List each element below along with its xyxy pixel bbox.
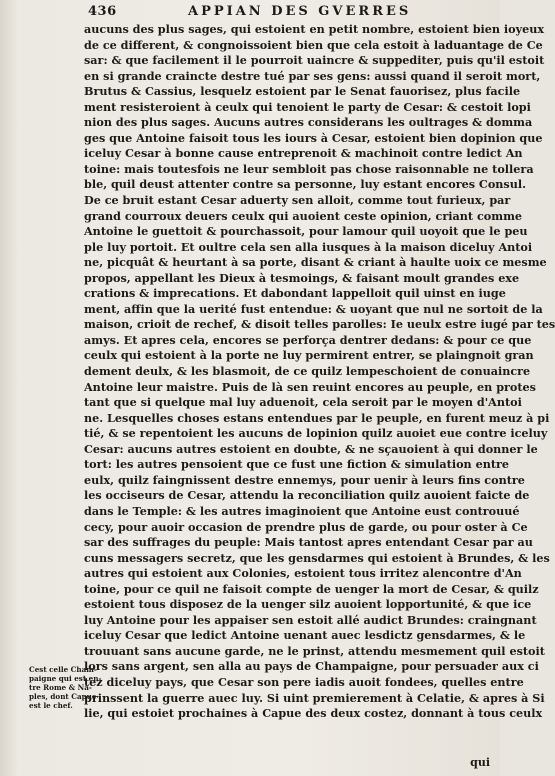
running-title: APPIAN DES GVERRES	[188, 4, 412, 19]
text-line: ple luy portoit. Et oultre cela sen alla iusques à la maison diceluy Antoi	[84, 239, 533, 254]
main-text-block	[84, 22, 555, 722]
text-line: en si grande craincte destre tué par ses gens: aussi quand il seroit mort,	[84, 68, 541, 83]
text-line: iceluy Cesar que ledict Antoine uenant auec lesdictz gensdarmes, & le	[84, 628, 526, 643]
text-line: lors sans argent, sen alla au pays de Champaigne, pour persuader aux ci	[84, 659, 539, 674]
text-line: ges que Antoine faisoit tous les iours à Cesar, estoient bien dopinion que	[84, 130, 543, 145]
text-line: maison, crioit de rechef, & disoit telles parolles: Ie ueulx estre iugé par tes	[84, 317, 555, 332]
text-line: ne. Lesquelles choses estans entendues par le peuple, en furent meuz à pi	[84, 410, 550, 425]
text-line: Antoine le guettoit & pourchassoit, pour lamour quil uoyoit que le peu	[84, 224, 528, 239]
text-line: trouuant sans aucune garde, ne le prinst, attendu mesmement quil estoit	[84, 643, 545, 658]
text-line: ble, quil deust attenter contre sa personne, luy estant encores Consul.	[84, 177, 526, 192]
text-line: dans le Temple: & les autres imaginoient que Antoine eust controuué	[84, 503, 520, 518]
text-line: ment resisteroient à ceulx qui tenoient le party de Cesar: & cestoit lopi	[84, 99, 531, 114]
text-line: les occiseurs de Cesar, attendu la reconciliation quilz auoient faicte de	[84, 488, 530, 503]
text-line: toine: mais toutesfois ne leur sembloit pas chose raisonnable ne tollera	[84, 161, 534, 176]
text-line: de ce different, & congnoissoient bien que cela estoit à laduantage de Ce	[84, 37, 543, 52]
text-line: ceulx qui estoient à la porte ne luy permirent entrer, se plaingnoit gran	[84, 348, 534, 363]
margin-note-line: est le chef.	[29, 701, 73, 710]
text-line: prinssent la guerre auec luy. Si uint premierement à Celatie, & apres à Si	[84, 690, 545, 705]
text-line: grand courroux deuers ceulx qui auoient ceste opinion, criant comme	[84, 208, 523, 223]
margin-note-line: Cest celle Cham-	[29, 665, 97, 674]
text-line: De ce bruit estant Cesar aduerty sen alloit, comme tout furieux, par	[84, 193, 511, 208]
text-line: luy Antoine pour les appaiser sen estoit allé audict Brundes: craingnant	[84, 612, 537, 627]
margin-note	[29, 665, 102, 710]
text-line: aucuns des plus sages, qui estoient en petit nombre, estoient bien ioyeux	[84, 22, 545, 36]
text-line: toine, pour ce quil ne faisoit compte de uenger la mort de Cesar, & quilz	[84, 581, 539, 596]
text-line: sar des suffrages du peuple: Mais tantost apres entendant Cesar par au	[84, 535, 533, 550]
text-line: autres qui estoient aux Colonies, estoient tous irritez alencontre d'An	[84, 566, 522, 581]
page-number: 436	[88, 4, 117, 19]
text-line: nion des plus sages. Aucuns autres considerans les oultrages & domma	[84, 115, 533, 130]
text-line: Cesar: aucuns autres estoient en doubte, & ne sçauoient à qui donner le	[84, 441, 538, 456]
catchword: qui	[470, 756, 490, 769]
text-line: estoient tous disposez de la uenger silz auoient lopportunité, & que ice	[84, 597, 532, 612]
margin-note-line: tre Rome & Na-	[29, 683, 92, 692]
text-line: ne, picquât & heurtant à sa porte, disant & criant à haulte uoix ce mesme	[84, 255, 547, 270]
text-line: eulx, quilz faingnissent destre ennemys, pour uenir à leurs fins contre	[84, 472, 525, 487]
text-line: dement deulx, & les blasmoit, de ce quilz lempeschoient de conuaincre	[84, 364, 531, 379]
text-line: ment, affin que la uerité fust entendue: & uoyant que nul ne sortoit de la	[84, 301, 543, 316]
margin-note-line: ples, dont Capue	[29, 692, 97, 701]
text-line: crations & imprecations. Et dabondant lappelloit quil uinst en iuge	[84, 286, 506, 301]
margin-note-line: paigne qui est en-	[29, 674, 102, 683]
text-line: amys. Et apres cela, encores se perforça dentrer dedans: & pour ce que	[84, 332, 532, 347]
text-line: tez diceluy pays, que Cesar son pere iadis auoit fondees, quelles entre	[84, 674, 524, 689]
text-line: iceluy Cesar à bonne cause entreprenoit & machinoit contre ledict An	[84, 146, 523, 161]
text-line: propos, appellant les Dieux à tesmoings, & faisant moult grandes exe	[84, 270, 520, 285]
text-line: tié, & se repentoient les aucuns de lopinion quilz auoiet eue contre iceluy	[84, 426, 548, 441]
text-line: tort: les autres pensoient que ce fust une fiction & simulation entre	[84, 457, 510, 472]
page-header	[88, 4, 486, 24]
text-line: cecy, pour auoir occasion de prendre plus de garde, ou pour oster à Ce	[84, 519, 528, 534]
text-line: sar: & que facilement il le pourroit uaincre & suppediter, puis qu'il estoit	[84, 53, 545, 68]
text-line: lie, qui estoiet prochaines à Capue des deux costez, donnant à tous ceulx	[84, 706, 543, 721]
text-line: Brutus & Cassius, lesquelz estoient par le Senat fauorisez, plus facile	[84, 84, 521, 99]
text-line: cuns messagers secretz, que les gensdarmes qui estoient à Brundes, & les	[84, 550, 550, 565]
text-line: tant que si quelque mal luy aduenoit, cela seroit par le moyen d'Antoi	[84, 395, 522, 410]
text-line: Antoine leur maistre. Puis de là sen reuint encores au peuple, en protes	[84, 379, 536, 394]
